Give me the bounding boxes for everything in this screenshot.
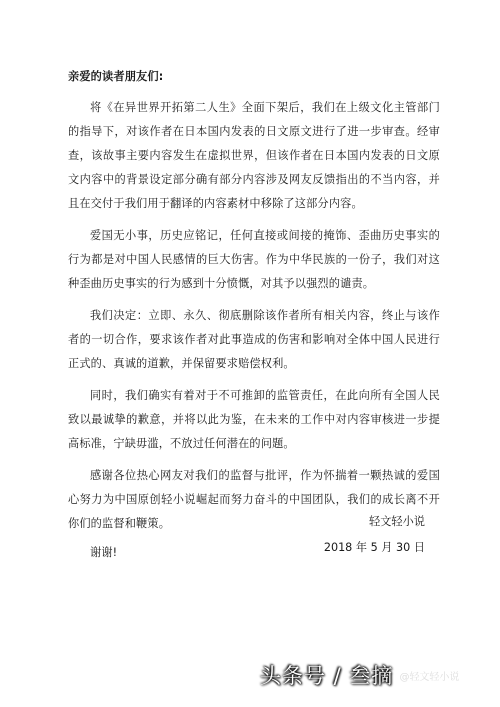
paragraph-5: 感谢各位热心网友对我们的监督与批评，作为怀揣着一颗热诚的爱国心努力为中国原创轻小说崛起而努力奋斗的中国团队，我们的成长离不开你们的监督和鞭策。: [68, 469, 440, 530]
paragraph-3: 我们决定：立即、永久、彻底删除该作者所有相关内容，终止与该作者的一切合作，要求该作者对此事造成的伤害和影响对全体中国人民进行正式的、真诚的道歉，并保留要求赔偿权利。: [68, 309, 440, 370]
signature: 轻文轻小说: [369, 515, 425, 528]
watermark: [260, 660, 459, 690]
salutation: 亲爱的读者朋友们:: [68, 70, 164, 83]
letter-date: 2018 年 5 月 30 日: [323, 541, 425, 554]
watermark-text: 头条号 / 叁摘: [260, 664, 394, 688]
paragraph-1: 将《在异世界开拓第二人生》全面下架后，我们在上级文化主管部门的指导下，对该作者在日本国内发表的日文原文进行了进一步审查。经审查，该故事主要内容发生在虚拟世界，但该作者在日本国内发表的日文原文内容中的背景设定部分确有部分内容涉及网友反馈指出的不当内容，并且在交付于我们用于翻译的内容素材中移除了这部分内容。: [68, 101, 440, 210]
letter-body: [68, 68, 440, 562]
closing-thanks: 谢谢!: [90, 546, 118, 559]
watermark-handle: @轻文轻小说: [399, 671, 460, 683]
paragraph-4: 同时，我们确实有着对于不可推卸的监管责任，在此向所有全国人民致以最诚挚的歉意，并将以此为鉴，在未来的工作中对内容审核进一步提高标准，宁缺毋滥，不放过任何潜在的问题。: [68, 389, 440, 450]
paragraph-2: 爱国无小事，历史应铭记，任何直接或间接的掩饰、歪曲历史事实的行为都是对中国人民感情的巨大伤害。作为中华民族的一份子，我们对这种歪曲历史事实的行为感到十分愤慨，对其予以强烈的谴责。: [68, 229, 440, 290]
